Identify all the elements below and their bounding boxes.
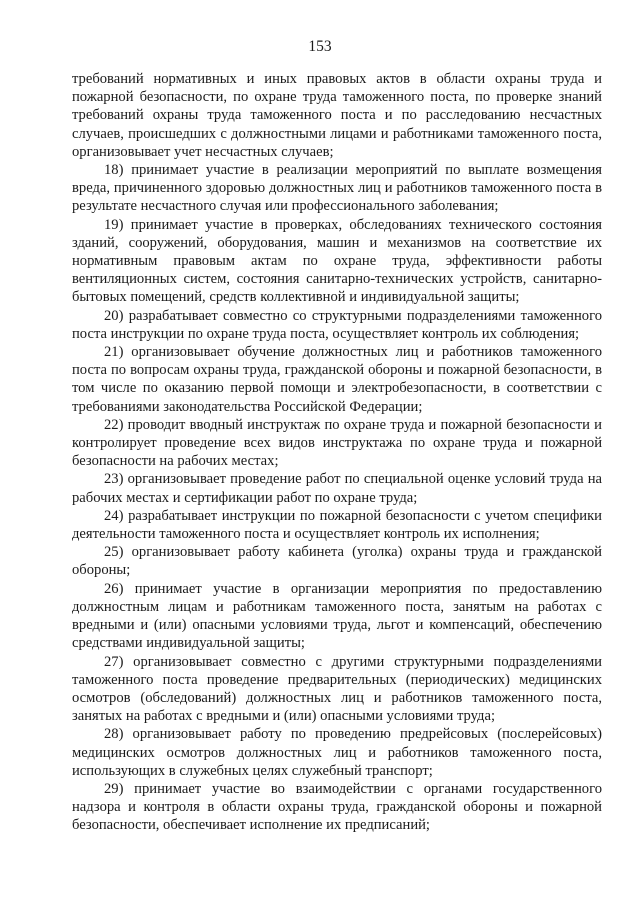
list-item-22: 22) проводит вводный инструктаж по охране труда и пожарной безопасности и контролирует проведение всех видов инструктажа по охране труда и пожарной безопасности на рабочих местах;	[72, 416, 602, 470]
list-item-19: 19) принимает участие в проверках, обследованиях технического состояния зданий, сооружений, оборудования, машин и механизмов на соответствие их нормативным правовым актам по охране труда, эффективности работы вентиляционных систем, состояния санитарно-технических устройств, санитарно-бытовых помещений, средств коллективной и индивидуальной защиты;	[72, 216, 602, 306]
list-item-24: 24) разрабатывает инструкции по пожарной безопасности с учетом специфики деятельности таможенного поста и осуществляет контроль их исполнения;	[72, 507, 602, 543]
list-item-21: 21) организовывает обучение должностных лиц и работников таможенного поста по вопросам охраны труда, гражданской обороны и пожарной безопасности, в том числе по оказанию первой помощи и электробезопасности, в соответствии с требованиями законодательства Российской Федерации;	[72, 344, 602, 415]
paragraph-continuation: требований нормативных и иных правовых актов в области охраны труда и пожарной безопасности, по охране труда таможенного поста, по проверке знаний требований охраны труда таможенного поста и по расследованию несчастных случаев, происшедших с должностными лицами и работниками таможенного поста, организовывает учет несчастных случаев;	[72, 71, 602, 160]
list-item-29: 29) принимает участие во взаимодействии с органами государственного надзора и контроля в области охраны труда, гражданской обороны и пожарной безопасности, обеспечивает исполнение их предписаний;	[72, 780, 602, 834]
page-number: 153	[308, 38, 332, 55]
list-item-23: 23) организовывает проведение работ по специальной оценке условий труда на рабочих местах и сертификации работ по охране труда;	[72, 471, 602, 506]
list-item-26: 26) принимает участие в организации мероприятия по предоставлению должностным лицам и работникам таможенного поста, занятым на работах с вредными и (или) опасными условиями труда, льгот и компенсаций, обеспечению средствами индивидуальной защиты;	[72, 580, 602, 652]
list-item-28: 28) организовывает работу по проведению предрейсовых (послерейсовых) медицинских осмотров должностных лиц и работников таможенного поста, использующих в служебных целях служебный транспорт;	[72, 726, 602, 779]
list-item-18: 18) принимает участие в реализации мероприятий по выплате возмещения вреда, причиненного здоровью должностных лиц и работников таможенного поста в результате несчастного случая или профессионального заболевания;	[72, 162, 602, 215]
list-item-25: 25) организовывает работу кабинета (уголка) охраны труда и гражданской обороны;	[72, 544, 602, 579]
list-item-27: 27) организовывает совместно с другими структурными подразделениями таможенного поста проведение предварительных (периодических) медицинских осмотров (обследований) должностных лиц и работников таможенного поста, занятых на работах с вредными и (или) опасными условиями труда;	[72, 653, 602, 725]
document-body	[72, 70, 602, 835]
list-item-20: 20) разрабатывает совместно со структурными подразделениями таможенного поста инструкции по охране труда поста, осуществляет контроль их соблюдения;	[72, 307, 602, 342]
